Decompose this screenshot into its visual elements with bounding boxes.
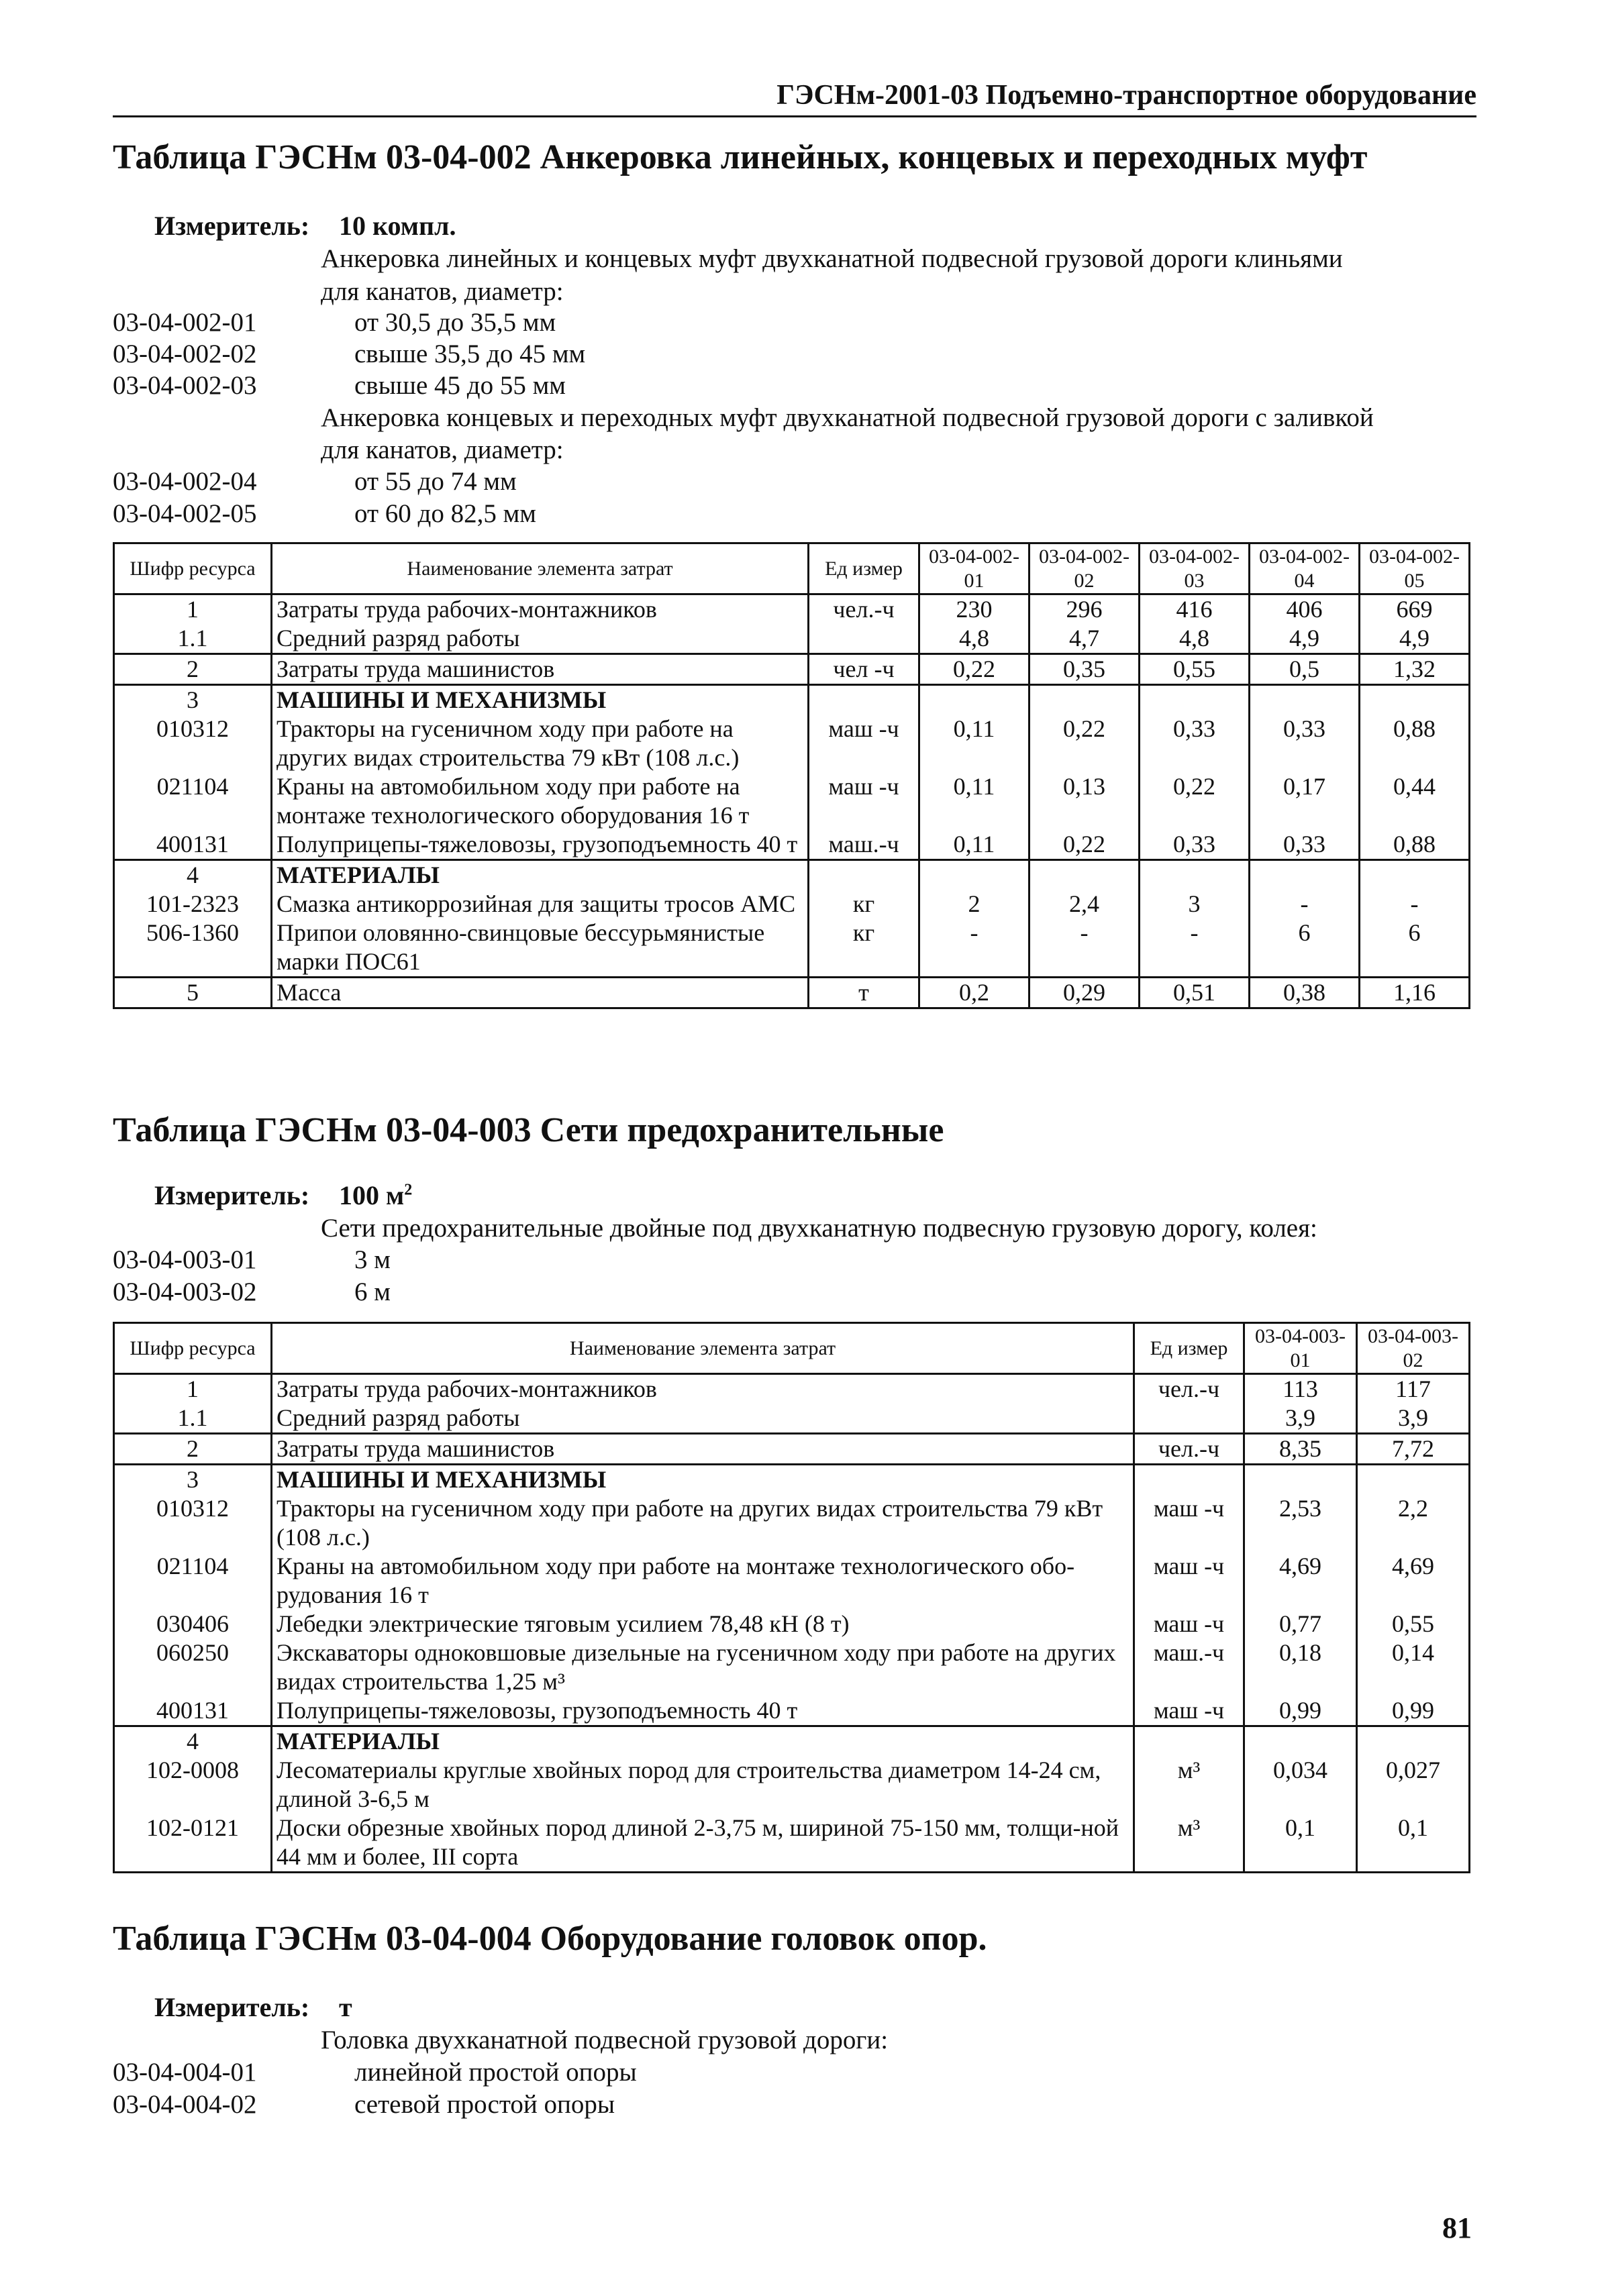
table-row	[114, 860, 1470, 890]
cell-cipher: 2	[114, 654, 272, 685]
cell-value: 0,17	[1250, 772, 1360, 830]
cell-value: 230	[919, 594, 1030, 625]
cell-value: 669	[1360, 594, 1470, 625]
cell-cipher: 4	[114, 860, 272, 890]
col-header-code: 03-04-003-01	[1244, 1323, 1357, 1374]
cell-value: 0,33	[1140, 715, 1250, 772]
cell-value	[1357, 1465, 1470, 1495]
cell-value	[1140, 860, 1250, 890]
cell-value: 2,53	[1244, 1494, 1357, 1552]
cell-value: 0,33	[1140, 830, 1250, 860]
cell-cipher: 1	[114, 1374, 272, 1404]
cell-unit: маш -ч	[1134, 1552, 1244, 1610]
cell-name: Тракторы на гусеничном ходу при работе на других видах строительства 79 кВт (108 л.с.)	[272, 1494, 1134, 1552]
cell-cipher: 3	[114, 685, 272, 715]
cell-name: Масса	[272, 978, 809, 1008]
cell-value	[1360, 685, 1470, 715]
col-header-code: 03-04-003-02	[1357, 1323, 1470, 1374]
cell-name: Затраты труда машинистов	[272, 1434, 1134, 1465]
cell-value: 0,44	[1360, 772, 1470, 830]
table1-code: 03-04-002-02	[113, 340, 257, 368]
cell-value: 0,14	[1357, 1638, 1470, 1696]
table-row	[114, 1434, 1470, 1465]
cell-name: Смазка антикоррозийная для защиты тросов АМС	[272, 890, 809, 919]
table-row	[114, 772, 1470, 830]
cell-value: 0,11	[919, 715, 1030, 772]
cell-value: 2	[919, 890, 1030, 919]
cell-value	[1140, 685, 1250, 715]
cell-name: Доски обрезные хвойных пород длиной 2-3,75 м, шириной 75-150 мм, толщи-ной 44 мм и более, III сорта	[272, 1814, 1134, 1873]
cell-cipher: 400131	[114, 830, 272, 860]
table1-desc1-line2: для канатов, диаметр:	[321, 277, 564, 306]
cell-value: -	[1250, 890, 1360, 919]
cell-value: -	[919, 919, 1030, 978]
cell-unit: чел -ч	[809, 654, 919, 685]
cell-value: 0,1	[1357, 1814, 1470, 1873]
cell-value: 2,4	[1030, 890, 1140, 919]
cell-name: Лебедки электрические тяговым усилием 78,48 кН (8 т)	[272, 1610, 1134, 1638]
cell-section-heading: МАШИНЫ И МЕХАНИЗМЫ	[272, 1465, 1134, 1495]
cell-value: 0,88	[1360, 830, 1470, 860]
cell-value: 117	[1357, 1374, 1470, 1404]
cell-unit: кг	[809, 890, 919, 919]
col-header-unit: Ед измер	[809, 543, 919, 594]
cell-value: 6	[1250, 919, 1360, 978]
table2-measure-value: 100 м	[339, 1180, 405, 1210]
table1-code: 03-04-002-01	[113, 308, 257, 337]
cell-cipher: 021104	[114, 1552, 272, 1610]
table1-measure-label: Измеритель:	[154, 211, 310, 241]
cell-unit: чел.-ч	[1134, 1434, 1244, 1465]
cell-unit: маш.-ч	[809, 830, 919, 860]
cell-name: Затраты труда рабочих-монтажников	[272, 594, 809, 625]
table1-code-text: свыше 45 до 55 мм	[354, 371, 566, 400]
cell-value: 0,22	[1030, 830, 1140, 860]
table2-code-text: 3 м	[354, 1245, 391, 1274]
cell-value	[919, 685, 1030, 715]
cell-value	[1244, 1726, 1357, 1757]
table3-code: 03-04-004-01	[113, 2058, 257, 2087]
cell-cipher: 060250	[114, 1638, 272, 1696]
cell-name: Тракторы на гусеничном ходу при работе на других видах строительства 79 кВт (108 л.с.)	[272, 715, 809, 772]
cell-value: 416	[1140, 594, 1250, 625]
cell-value: 4,8	[919, 624, 1030, 654]
cell-value: 6	[1360, 919, 1470, 978]
cell-value: 0,22	[919, 654, 1030, 685]
table2-code: 03-04-003-01	[113, 1245, 257, 1274]
table-row	[114, 624, 1470, 654]
cell-value: 0,29	[1030, 978, 1140, 1008]
cell-name: Краны на автомобильном ходу при работе на монтаже технологического оборудования 16 т	[272, 772, 809, 830]
cell-unit: чел.-ч	[809, 594, 919, 625]
cell-value: 1,32	[1360, 654, 1470, 685]
cell-value: -	[1030, 919, 1140, 978]
table3-code-text: линейной простой опоры	[354, 2058, 637, 2087]
cell-name: Полуприцепы-тяжеловозы, грузоподъемность 40 т	[272, 830, 809, 860]
cell-cipher: 010312	[114, 1494, 272, 1552]
cell-value: 0,33	[1250, 715, 1360, 772]
table1-code-text: свыше 35,5 до 45 мм	[354, 340, 586, 368]
table3-title: Таблица ГЭСНм 03-04-004 Оборудование головок опор.	[113, 1920, 987, 1958]
table-row	[114, 1814, 1470, 1873]
table1-code: 03-04-002-04	[113, 467, 257, 496]
cell-unit	[1134, 1726, 1244, 1757]
table1-desc2-line2: для канатов, диаметр:	[321, 435, 564, 464]
cell-cipher: 506-1360	[114, 919, 272, 978]
cell-value: 4,9	[1250, 624, 1360, 654]
col-header-unit: Ед измер	[1134, 1323, 1244, 1374]
cell-unit: маш -ч	[809, 772, 919, 830]
cell-value: 4,69	[1357, 1552, 1470, 1610]
cell-cipher: 021104	[114, 772, 272, 830]
cell-value: 296	[1030, 594, 1140, 625]
cell-cipher: 1	[114, 594, 272, 625]
cell-cipher: 5	[114, 978, 272, 1008]
table3-desc: Головка двухканатной подвесной грузовой дороги:	[321, 2026, 889, 2054]
cell-name: Краны на автомобильном ходу при работе на монтаже технологического обо-рудования 16 т	[272, 1552, 1134, 1610]
table-row	[114, 715, 1470, 772]
table-row	[114, 1465, 1470, 1495]
cell-unit	[809, 860, 919, 890]
table2-measure-sup: 2	[404, 1181, 413, 1199]
cell-unit	[1134, 1404, 1244, 1434]
cell-cipher: 101-2323	[114, 890, 272, 919]
cell-value	[1360, 860, 1470, 890]
table2-grid	[113, 1322, 1470, 1873]
table-row	[114, 890, 1470, 919]
cell-value: 4,69	[1244, 1552, 1357, 1610]
table1-desc2-line1: Анкеровка концевых и переходных муфт двухканатной подвесной грузовой дороги с заливкой	[321, 403, 1374, 432]
cell-cipher: 030406	[114, 1610, 272, 1638]
table1-code-text: от 60 до 82,5 мм	[354, 499, 536, 528]
header-rule	[113, 115, 1476, 117]
table-row	[114, 1552, 1470, 1610]
cell-name: Припои оловянно-свинцовые бессурьмянистые марки ПОС61	[272, 919, 809, 978]
cell-value: 0,38	[1250, 978, 1360, 1008]
table3-measure-label: Измеритель:	[154, 1992, 310, 2022]
cell-name: Затраты труда рабочих-монтажников	[272, 1374, 1134, 1404]
table1-desc1-line1: Анкеровка линейных и концевых муфт двухканатной подвесной грузовой дороги клиньями	[321, 244, 1343, 273]
table1-measure-value: 10 компл.	[339, 211, 456, 241]
cell-value	[919, 860, 1030, 890]
cell-value: 4,9	[1360, 624, 1470, 654]
cell-value: 0,1	[1244, 1814, 1357, 1873]
table-row	[114, 685, 1470, 715]
cell-value	[1250, 685, 1360, 715]
cell-value: 0,18	[1244, 1638, 1357, 1696]
col-header-name: Наименование элемента затрат	[272, 543, 809, 594]
table1-code: 03-04-002-05	[113, 499, 257, 528]
cell-unit	[809, 624, 919, 654]
cell-value: 0,22	[1140, 772, 1250, 830]
table1-grid	[113, 542, 1470, 1009]
table2-title: Таблица ГЭСНм 03-04-003 Сети предохранительные	[113, 1111, 944, 1149]
col-header-name: Наименование элемента затрат	[272, 1323, 1134, 1374]
col-header-code: 03-04-002-05	[1360, 543, 1470, 594]
cell-section-heading: МАТЕРИАЛЫ	[272, 860, 809, 890]
cell-section-heading: МАТЕРИАЛЫ	[272, 1726, 1134, 1757]
cell-value: 0,88	[1360, 715, 1470, 772]
cell-value	[1030, 685, 1140, 715]
table-row	[114, 1756, 1470, 1814]
cell-name: Лесоматериалы круглые хвойных пород для строительства диаметром 14-24 см, длиной 3-6,5 м	[272, 1756, 1134, 1814]
cell-value: -	[1360, 890, 1470, 919]
table-row	[114, 830, 1470, 860]
cell-value: 4,7	[1030, 624, 1140, 654]
running-header: ГЭСНм-2001-03 Подъемно-транспортное оборудование	[776, 80, 1476, 111]
cell-value: 0,5	[1250, 654, 1360, 685]
table-row	[114, 978, 1470, 1008]
cell-unit: маш -ч	[1134, 1696, 1244, 1726]
cell-cipher: 3	[114, 1465, 272, 1495]
cell-cipher: 4	[114, 1726, 272, 1757]
cell-cipher: 010312	[114, 715, 272, 772]
cell-unit: м³	[1134, 1814, 1244, 1873]
cell-unit: маш.-ч	[1134, 1638, 1244, 1696]
cell-name: Затраты труда машинистов	[272, 654, 809, 685]
cell-unit: т	[809, 978, 919, 1008]
page-number: 81	[1442, 2211, 1472, 2244]
cell-value: 0,55	[1357, 1610, 1470, 1638]
cell-unit: маш -ч	[1134, 1610, 1244, 1638]
cell-value: 0,55	[1140, 654, 1250, 685]
table-row	[114, 654, 1470, 685]
table2-measure-label: Измеритель:	[154, 1180, 310, 1210]
table-row	[114, 1696, 1470, 1726]
cell-cipher: 1.1	[114, 1404, 272, 1434]
cell-cipher: 1.1	[114, 624, 272, 654]
cell-value: 0,034	[1244, 1756, 1357, 1814]
table2-measure	[339, 1180, 412, 1211]
col-header-code: 03-04-002-02	[1030, 543, 1140, 594]
cell-unit: кг	[809, 919, 919, 978]
cell-value: 406	[1250, 594, 1360, 625]
cell-value: 3	[1140, 890, 1250, 919]
table2-desc: Сети предохранительные двойные под двухканатную подвесную грузовую дорогу, колея:	[321, 1214, 1317, 1243]
col-header-cipher: Шифр ресурса	[114, 1323, 272, 1374]
cell-section-heading: МАШИНЫ И МЕХАНИЗМЫ	[272, 685, 809, 715]
cell-cipher: 102-0121	[114, 1814, 272, 1873]
cell-value: 0,11	[919, 830, 1030, 860]
table-row	[114, 1726, 1470, 1757]
cell-value: 0,99	[1357, 1696, 1470, 1726]
cell-cipher: 400131	[114, 1696, 272, 1726]
cell-name: Экскаваторы одноковшовые дизельные на гусеничном ходу при работе на других видах строительства 1,25 м³	[272, 1638, 1134, 1696]
cell-unit	[1134, 1465, 1244, 1495]
table2-header-row	[114, 1323, 1470, 1374]
col-header-code: 03-04-002-04	[1250, 543, 1360, 594]
table1-header-row	[114, 543, 1470, 594]
table1-code: 03-04-002-03	[113, 371, 257, 400]
cell-value: -	[1140, 919, 1250, 978]
cell-value: 0,027	[1357, 1756, 1470, 1814]
cell-value: 0,33	[1250, 830, 1360, 860]
cell-name: Полуприцепы-тяжеловозы, грузоподъемность 40 т	[272, 1696, 1134, 1726]
cell-unit: чел.-ч	[1134, 1374, 1244, 1404]
cell-name: Средний разряд работы	[272, 624, 809, 654]
cell-value: 0,22	[1030, 715, 1140, 772]
cell-unit: маш -ч	[809, 715, 919, 772]
table3-measure-value: т	[339, 1992, 352, 2022]
cell-value: 0,35	[1030, 654, 1140, 685]
cell-unit: м³	[1134, 1756, 1244, 1814]
cell-unit	[809, 685, 919, 715]
cell-value: 0,51	[1140, 978, 1250, 1008]
cell-value: 0,11	[919, 772, 1030, 830]
cell-value: 0,2	[919, 978, 1030, 1008]
cell-name: Средний разряд работы	[272, 1404, 1134, 1434]
cell-unit: маш -ч	[1134, 1494, 1244, 1552]
table1-code-text: от 30,5 до 35,5 мм	[354, 308, 556, 337]
table-row	[114, 1638, 1470, 1696]
table-row	[114, 1404, 1470, 1434]
table-row	[114, 919, 1470, 978]
table-row	[114, 594, 1470, 625]
cell-value: 7,72	[1357, 1434, 1470, 1465]
table-row	[114, 1374, 1470, 1404]
table3-code-text: сетевой простой опоры	[354, 2090, 615, 2119]
cell-value	[1244, 1465, 1357, 1495]
table1-code-text: от 55 до 74 мм	[354, 467, 517, 496]
cell-value: 3,9	[1244, 1404, 1357, 1434]
cell-value: 2,2	[1357, 1494, 1470, 1552]
cell-value	[1250, 860, 1360, 890]
table2-code-text: 6 м	[354, 1277, 391, 1306]
cell-value: 8,35	[1244, 1434, 1357, 1465]
col-header-code: 03-04-002-01	[919, 543, 1030, 594]
col-header-cipher: Шифр ресурса	[114, 543, 272, 594]
col-header-code: 03-04-002-03	[1140, 543, 1250, 594]
cell-value: 3,9	[1357, 1404, 1470, 1434]
table-row	[114, 1494, 1470, 1552]
cell-cipher: 102-0008	[114, 1756, 272, 1814]
cell-value: 1,16	[1360, 978, 1470, 1008]
cell-value	[1030, 860, 1140, 890]
table2-code: 03-04-003-02	[113, 1277, 257, 1306]
cell-value: 0,99	[1244, 1696, 1357, 1726]
table1-title: Таблица ГЭСНм 03-04-002 Анкеровка линейных, концевых и переходных муфт	[113, 138, 1368, 176]
cell-value	[1357, 1726, 1470, 1757]
table-row	[114, 1610, 1470, 1638]
cell-value: 0,77	[1244, 1610, 1357, 1638]
cell-value: 113	[1244, 1374, 1357, 1404]
cell-value: 0,13	[1030, 772, 1140, 830]
cell-value: 4,8	[1140, 624, 1250, 654]
table3-code: 03-04-004-02	[113, 2090, 257, 2119]
cell-cipher: 2	[114, 1434, 272, 1465]
